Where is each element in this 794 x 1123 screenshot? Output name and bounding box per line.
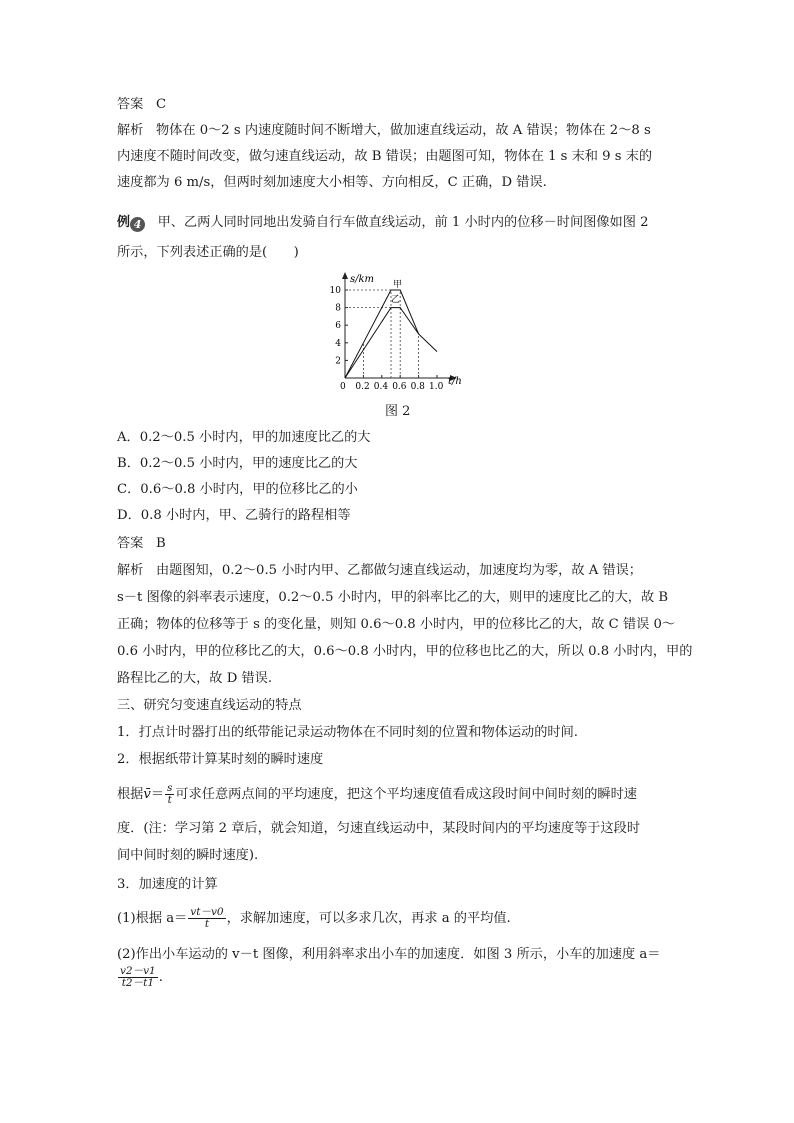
- example-number-badge: 4: [130, 217, 145, 232]
- analysis-text: 由题图知，0.2～0.5 小时内甲、乙都做匀速直线运动，加速度均为零，故 A 错误；: [155, 563, 642, 578]
- fraction-denominator: t: [167, 794, 172, 806]
- section-item-3-1: [117, 907, 677, 930]
- y-axis-arrow: [342, 272, 348, 279]
- series-label-jia: 甲: [393, 280, 403, 290]
- formula-prefix: (1)根据 a＝: [117, 911, 188, 926]
- example-text: 甲、乙两人同时同地出发骑自行车做直线运动，前 1 小时内的位移－时间图像如图 2: [157, 215, 649, 230]
- y-tick-label: 2: [335, 356, 341, 367]
- section-item-2-formula: 根据v̄＝ $\frac{s}{t}$ 可求任意两点间的平均速度，把这个平均速度值看成这段时间中间时刻的瞬时速: [117, 782, 637, 806]
- formula-suffix: 可求任意两点间的平均速度，把这个平均速度值看成这段时间中间时刻的瞬时速: [175, 787, 637, 802]
- option-a: A．0.2～0.5 小时内，甲的加速度比乙的大: [117, 430, 371, 445]
- x-tick-label: 1.0: [429, 382, 444, 392]
- answer-line-1: [117, 96, 677, 114]
- x-tick-label: 0.8: [410, 382, 425, 392]
- x-tick-label: 0.6: [392, 382, 407, 392]
- section-heading: 三、研究匀变速直线运动的特点: [117, 698, 302, 713]
- analysis-label: 解析: [117, 563, 144, 578]
- y-axis-label: s/km: [350, 274, 375, 285]
- fraction: [188, 907, 225, 930]
- section-item-2-text: 度．(注：学习第 2 章后，就会知道，匀速直线运动中，某段时间内的平均速度等于这段时: [117, 821, 641, 836]
- option-d: D．0.8 小时内，甲、乙骑行的路程相等: [117, 508, 351, 523]
- analysis-line: [117, 122, 677, 140]
- answer-line-2: [117, 535, 677, 553]
- v-bar-symbol: v̄: [143, 787, 151, 802]
- analysis-line: 内速度不随时间改变，做匀速直线运动，故 B 错误；由题图可知，物体在 1 s 末和 9 s 末的: [117, 149, 653, 164]
- chart-root: [330, 272, 457, 392]
- fraction-denominator: t2－t1: [121, 977, 155, 989]
- answer-label: 答案: [117, 97, 144, 112]
- section-item-3-2-fraction: $\frac{v2-v1}{t2-t1}$ .: [120, 965, 163, 989]
- section-item-2: 2．根据纸带计算某时刻的瞬时速度: [117, 752, 324, 767]
- y-tick-label: 4: [335, 338, 341, 349]
- figure-2-chart: [330, 268, 480, 393]
- x-tick-label: 0: [340, 382, 346, 392]
- section-item-1: 1．打点计时器打出的纸带能记录运动物体在不同时刻的位置和物体运动的时间.: [117, 725, 578, 740]
- analysis-line: 正确；物体的位移等于 s 的变化量，则知 0.6～0.8 小时内，甲的位移比乙的大，故 C 错误 0～: [117, 617, 676, 632]
- analysis-line: 路程比乙的大，故 D 错误.: [117, 671, 273, 686]
- x-tick-label: 0.2: [355, 382, 370, 392]
- option-c: C．0.6～0.8 小时内，甲的位移比乙的小: [117, 482, 358, 497]
- example-label: 例: [117, 215, 131, 230]
- fraction: [118, 966, 158, 989]
- fraction-numerator: vt－v0: [190, 906, 224, 918]
- answer-value: B: [155, 536, 166, 551]
- section-item-3-2: (2)作出小车运动的 v－t 图像，利用斜率求出小车的加速度．如图 3 所示，小车的加速度 a＝: [117, 947, 661, 962]
- fraction-numerator: v2－v1: [120, 965, 156, 977]
- analysis-line: s－t 图像的斜率表示速度，0.2～0.5 小时内，甲的斜率比乙的大，则甲的速度比乙的大，故 B: [117, 590, 669, 605]
- example-line: 所示，下列表述正确的是( ): [117, 245, 299, 260]
- y-tick-label: 10: [330, 286, 341, 296]
- y-tick-label: 8: [335, 303, 341, 314]
- formula-suffix: ，求解加速度，可以多求几次，再求 a 的平均值.: [226, 911, 511, 926]
- answer-value: C: [155, 97, 167, 112]
- fraction-numerator: s: [167, 782, 173, 794]
- analysis-label: 解析: [117, 123, 144, 138]
- series-line-yi: [345, 308, 419, 378]
- analysis-line: [117, 562, 677, 580]
- x-tick-label: 0.4: [373, 382, 389, 392]
- section-item-2-text: 间中间时刻的瞬时速度).: [117, 848, 259, 863]
- fraction-denominator: t: [204, 918, 210, 930]
- analysis-text: 物体在 0～2 s 内速度随时间不断增大，做加速直线运动，故 A 错误；物体在 2～8 s: [155, 123, 651, 138]
- section-item-3: 3．加速度的计算: [117, 877, 218, 892]
- analysis-line: 速度都为 6 m/s，但两时刻加速度大小相等、方向相反，C 正确，D 错误.: [117, 175, 547, 190]
- option-b: B．0.2～0.5 小时内，甲的速度比乙的大: [117, 456, 358, 471]
- example-line: [117, 214, 677, 232]
- series-label-yi: 乙: [391, 295, 401, 305]
- fraction: [165, 783, 174, 806]
- answer-label: 答案: [117, 536, 144, 551]
- y-tick-label: 6: [335, 321, 341, 332]
- formula-prefix: 根据: [117, 787, 144, 802]
- figure-caption: 图 2: [385, 404, 411, 419]
- analysis-line: 0.6 小时内，甲的位移比乙的大，0.6～0.8 小时内，甲的位移也比乙的大，所以 0.8 小时内，甲的: [117, 644, 693, 659]
- x-axis-label: t/h: [448, 376, 462, 387]
